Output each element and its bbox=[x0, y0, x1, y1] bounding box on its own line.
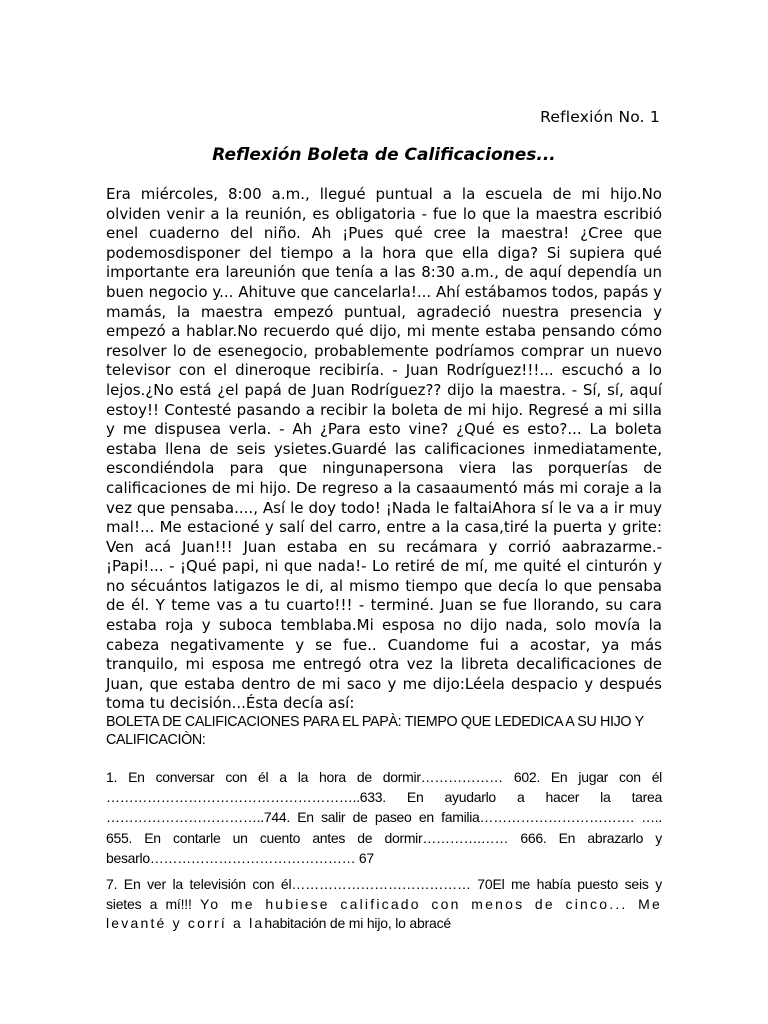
list-item-7: 7. En ver la televisión con él………………………………… 70El me había puesto seis y sietes a mí!!! bbox=[106, 876, 662, 912]
closing-text: habitación de mi hijo, lo abracé bbox=[264, 915, 451, 932]
document-title: Reflexión Boleta de Calificaciones... bbox=[212, 145, 556, 165]
body-paragraph: Era miércoles, 8:00 a.m., llegué puntual a la escuela de mi hijo.No olviden venir a la reunión, es obligatoria - fue lo que la maestra escribió enel cuaderno del niño. Ah ¡Pues qué cree la maestra! ¿Cree que podemosdisponer del tiempo a la hora que ella diga? Si supiera qué importante era lareunión que tenía a las 8:30 a.m., de aquí dependía un buen negocio y... Ahituve que cancelarla!... Ahí estábamos todos, papás y mamás, la maestra empezó puntual, agradeció nuestra presencia y empezó a hablar.No recuerdo qué dijo, mi mente estaba pensando cómo resolver lo de esenegocio, probablemente podríamos comprar un nuevo televisor con el dineroque recibiría. - Juan Rodríguez!!!... escuchó a lo lejos.¿No está ¿el papá de Juan Rodríguez?? dijo la maestra. - Sí, sí, aquí estoy!! Contesté pasando a recibir la boleta de mi hijo. Regresé a mi silla y me dispusea verla. - Ah ¿Para esto vine? ¿Qué es esto?... La boleta estaba llena de seis ysietes.Guardé las calificaciones inmediatamente, escondiéndola para que ningunapersona viera las porquerías de calificaciones de mi hijo. De regreso a la casaaumentó más mi coraje a la vez que pensaba...., Así le doy todo! ¡Nada le faltaiAhora sí le va a ir muy mal!... Me estacioné y salí del carro, entre a la casa,tiré la puerta y grite: Ven acá Juan!!! Juan estaba en su recámara y corrió aabrazarme.- ¡Papi!... - ¡Qué papi, ni que nada!- Lo retiré de mí, me quité el cinturón y no sécuántos latigazos le di, al mismo tiempo que decía lo que pensaba de él. Y teme vas a tu cuarto!!! - terminé. Juan se fue llorando, su cara estaba roja y suboca temblaba.Mi esposa no dijo nada, solo movía la cabeza negativamente y se fue.. Cuandome fui a acostar, ya más tranquilo, mi esposa me entregó otra vez la libreta decalificaciones de Juan, que estaba dentro de mi saco y me dijo:Léela despacio y después toma tu decisión...Ésta decía así: bbox=[106, 185, 662, 713]
reference-number: Reflexión No. 1 bbox=[540, 108, 660, 126]
grades-list-part-1: 1. En conversar con él a la hora de dormir……………… 602. En jugar con él ………………………………………………..633. En ayudarlo a hacer la tarea ……………………………..744. En salir de paseo en familia……………………………. ….. 655. En contarle un cuento antes de dormir………….…… 666. En abrazarlo y besarlo……………………………………… 67 bbox=[106, 769, 662, 866]
spaced-text: Yo me hubiese calificado con menos de cinco... Me levanté y corrí a la bbox=[106, 895, 663, 932]
list-heading: BOLETA DE CALIFICACIONES PARA EL PAPÀ: TIEMPO QUE LEDEDICA A SU HIJO Y CALIFICACIÒN: bbox=[106, 714, 644, 748]
grades-list-part-2 bbox=[106, 875, 662, 934]
